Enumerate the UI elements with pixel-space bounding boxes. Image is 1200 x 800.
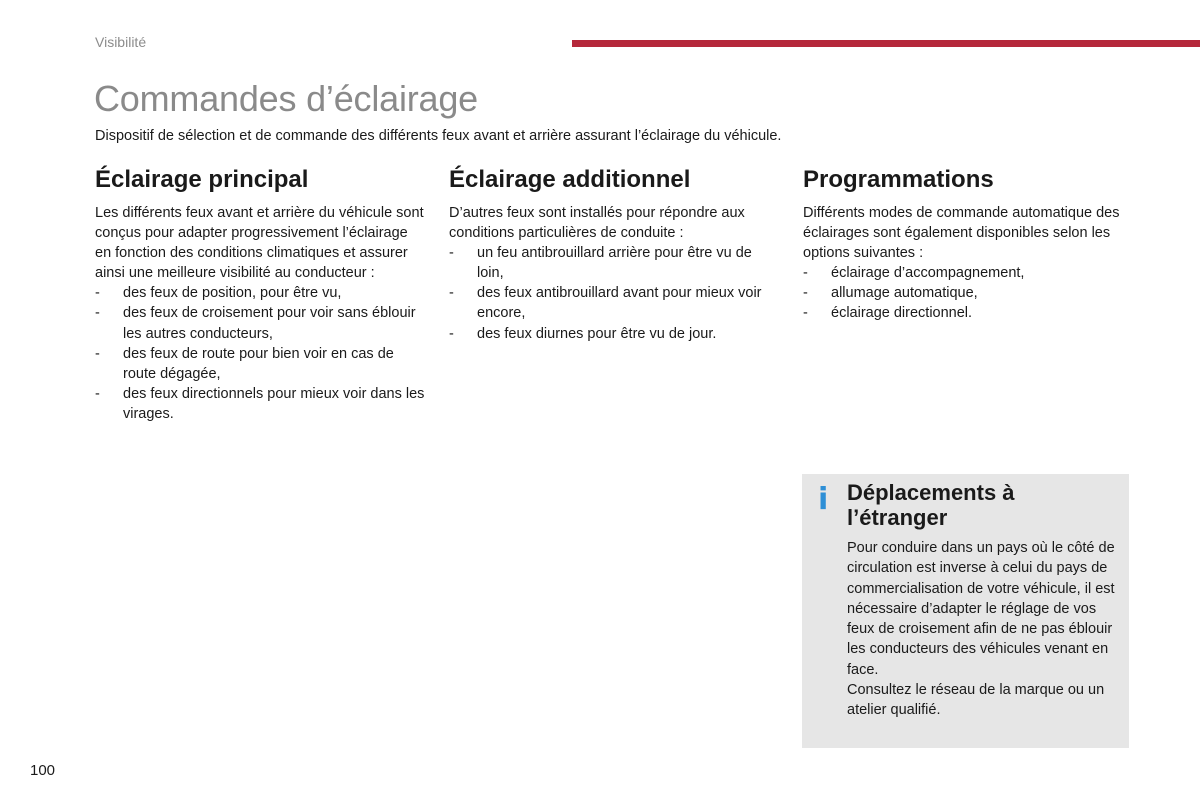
column-body: Différents modes de commande automatique des éclairages sont également disponibles selon les options suivantes : <box>803 205 1120 262</box>
bullet-dash: - <box>95 305 100 322</box>
info-box <box>802 474 1129 748</box>
list-item: - des feux de route pour bien voir en cas de route dégagée, <box>95 345 394 382</box>
list-item: - éclairage directionnel. <box>803 303 1133 323</box>
section-label: Visibilité <box>95 34 147 50</box>
info-title: Déplacements à l’étranger <box>847 480 1015 530</box>
bullet-dash: - <box>803 305 808 322</box>
bullet-dash: - <box>449 285 454 302</box>
list-item: - allumage automatique, <box>803 283 1133 303</box>
list-item: - des feux directionnels pour mieux voir dans les virages. <box>95 385 425 422</box>
intro-text: Dispositif de sélection et de commande des différents feux avant et arrière assurant l’éclairage du véhicule. <box>95 128 782 144</box>
bullet-dash: - <box>803 285 808 302</box>
bullet-dash: - <box>449 245 454 262</box>
column-eclairage-principal <box>95 166 425 424</box>
bullet-list <box>449 243 779 343</box>
list-item: - des feux de croisement pour voir sans éblouir les autres conducteurs, <box>95 305 416 342</box>
info-text: Pour conduire dans un pays où le côté de circulation est inverse à celui du pays de commercialisation de votre véhicule, il est nécessaire d’adapter le réglage de vos feux de croisement afin de ne pas éblouir les conducteurs des véhicules venant en face. Consultez le réseau de la marque ou un atelier qualifié. <box>847 540 1115 719</box>
bullet-list <box>95 283 425 424</box>
column-body: D’autres feux sont installés pour répondre aux conditions particulières de conduite : <box>449 205 745 242</box>
bullet-dash: - <box>803 265 808 282</box>
column-heading: Éclairage additionnel <box>449 166 691 193</box>
info-icon: i <box>818 482 829 517</box>
header-accent-bar <box>572 40 1200 47</box>
column-heading: Programmations <box>803 166 994 193</box>
column-eclairage-additionnel <box>449 166 779 344</box>
page-number: 100 <box>30 762 56 779</box>
bullet-dash: - <box>95 285 100 302</box>
bullet-dash: - <box>449 325 454 342</box>
column-body: Les différents feux avant et arrière du véhicule sont conçus pour adapter progressivement l’éclairage en fonction des conditions climatiques et assurer ainsi une meilleure visibilité au conducteur : <box>95 205 424 282</box>
column-programmations <box>803 166 1133 324</box>
bullet-dash: - <box>95 345 100 362</box>
list-item: - des feux de position, pour être vu, <box>95 283 425 303</box>
list-item: - des feux antibrouillard avant pour mieux voir encore, <box>449 285 762 322</box>
list-item: - un feu antibrouillard arrière pour être vu de loin, <box>449 245 752 282</box>
bullet-list <box>803 263 1133 323</box>
page-title: Commandes d’éclairage <box>94 78 478 119</box>
column-heading: Éclairage principal <box>95 166 309 193</box>
list-item: - des feux diurnes pour être vu de jour. <box>449 324 779 344</box>
list-item: - éclairage d’accompagnement, <box>803 263 1133 283</box>
bullet-dash: - <box>95 385 100 402</box>
